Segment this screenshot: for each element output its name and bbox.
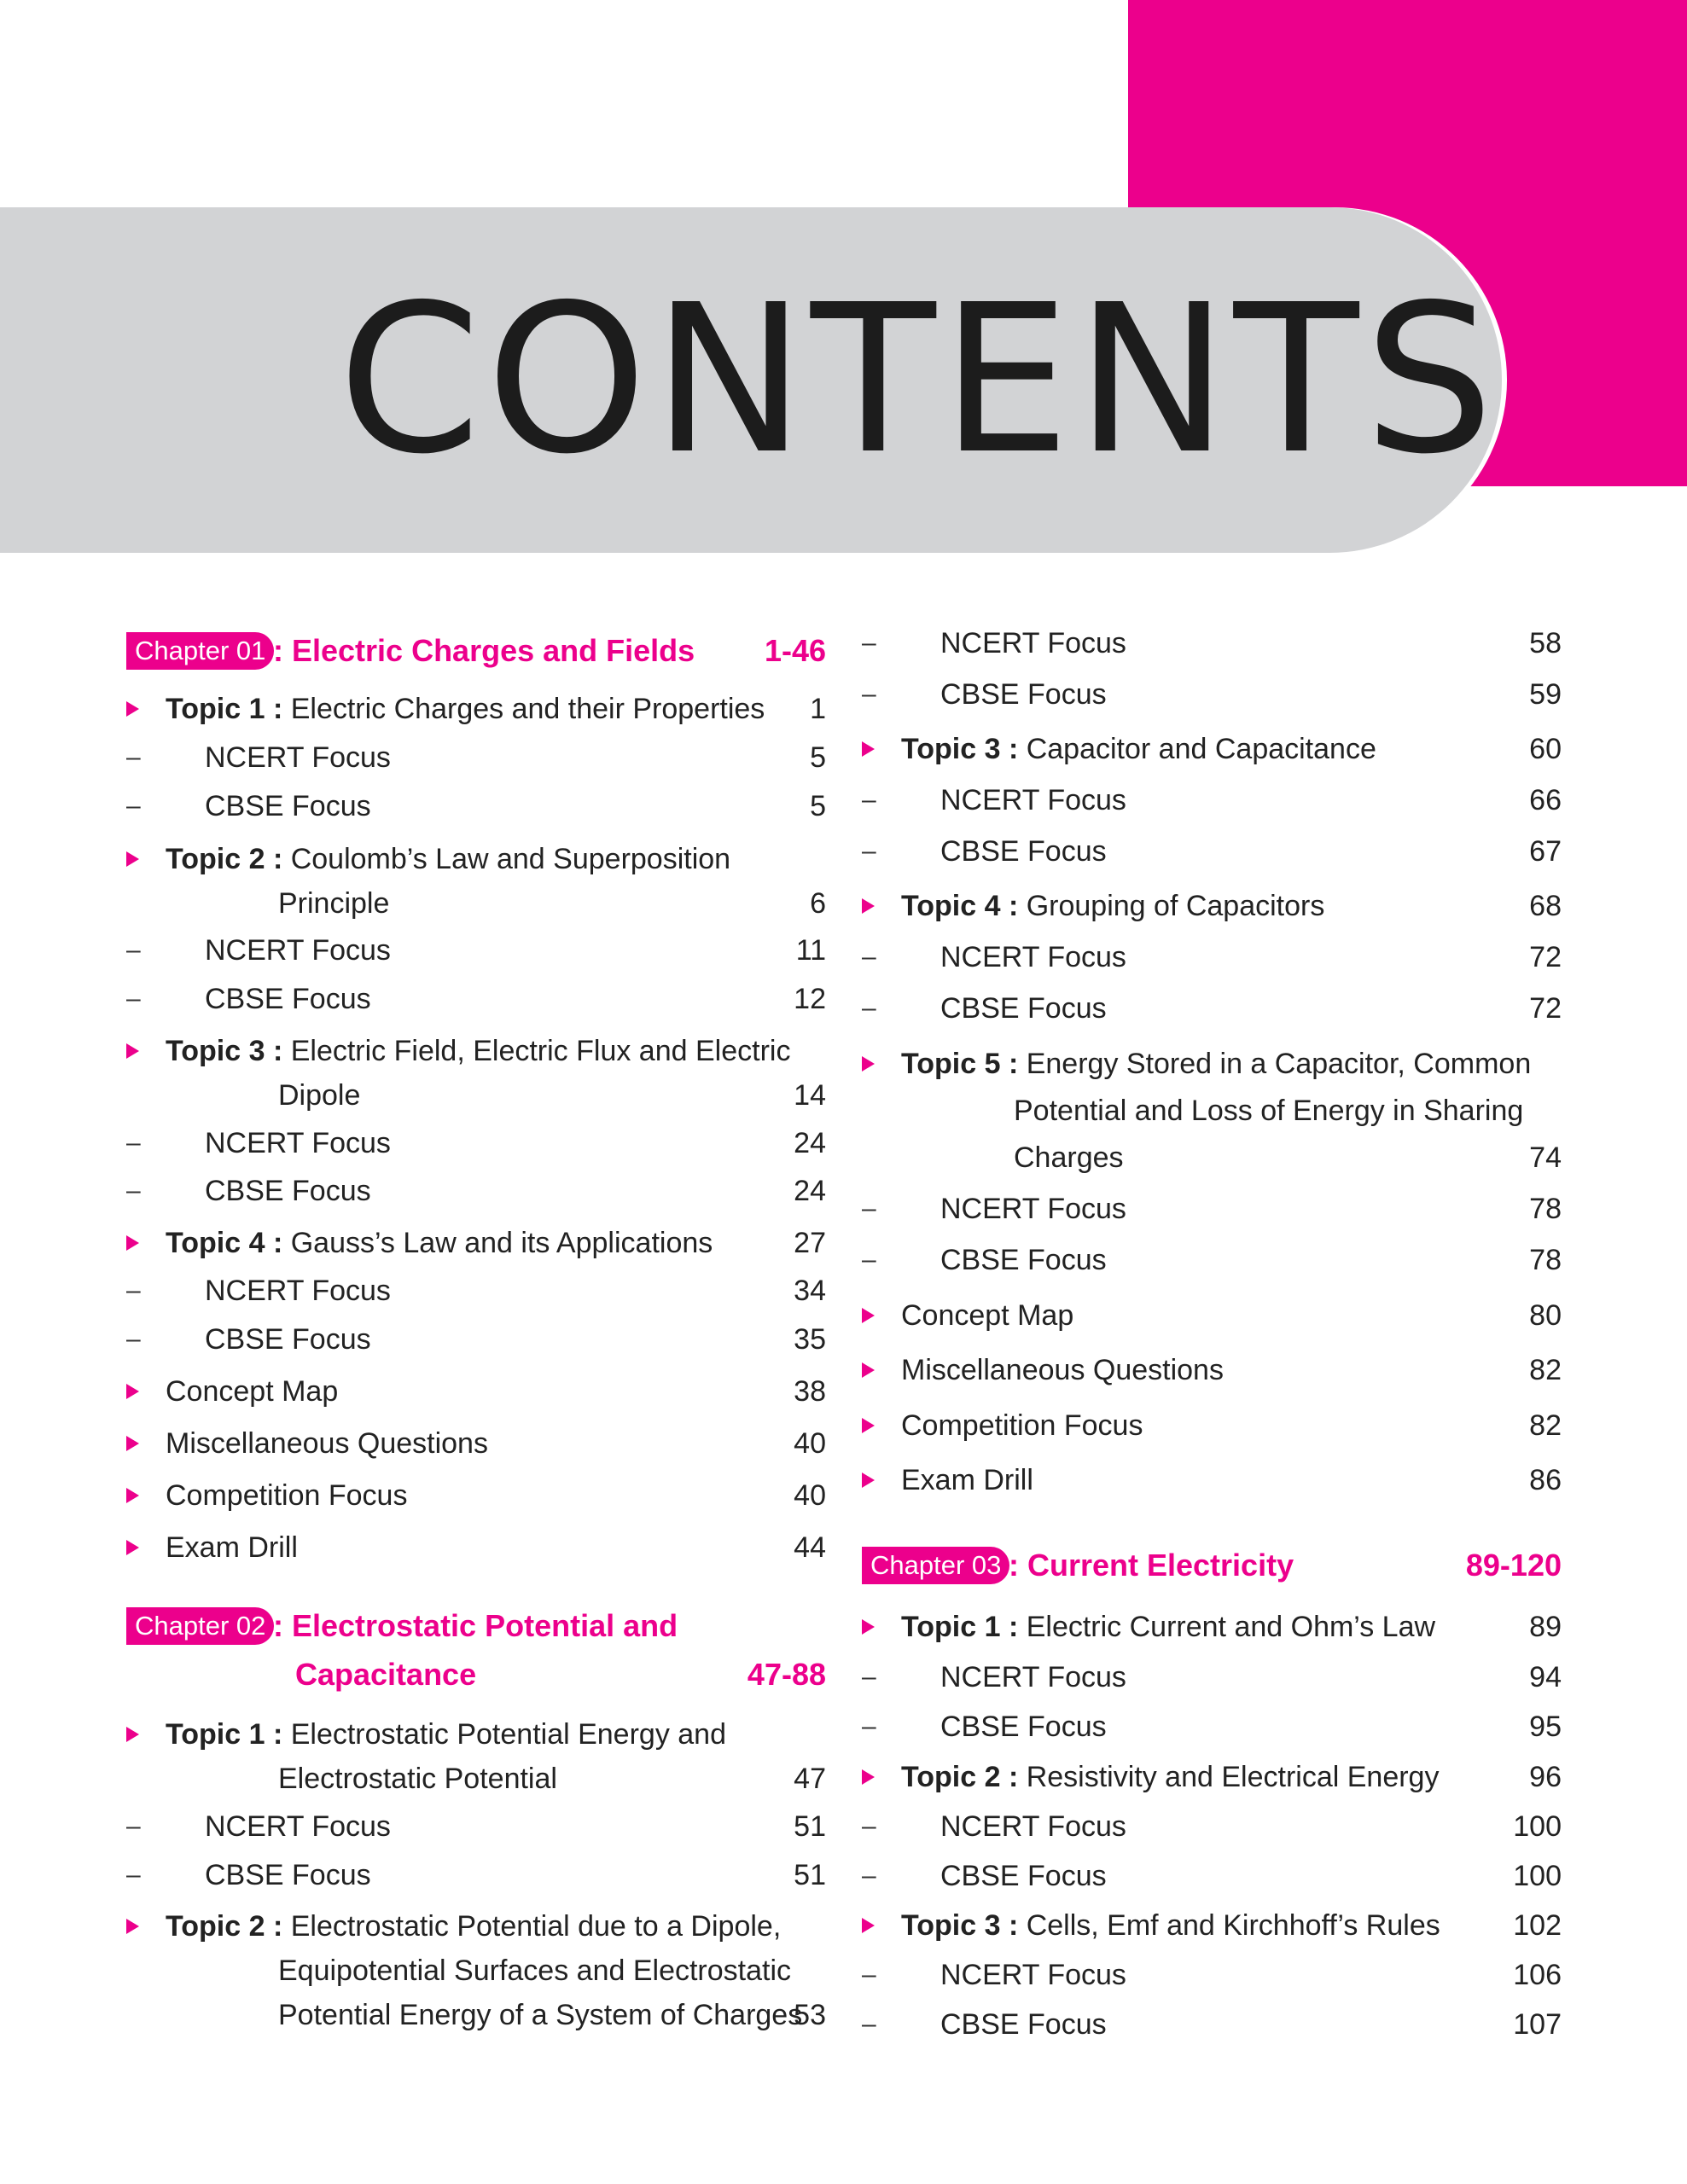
page-number: 82: [1529, 1354, 1562, 1386]
subitem-title: NCERT Focus: [205, 1810, 391, 1843]
chapter-title: : Electric Charges and Fields: [273, 633, 695, 668]
triangle-bullet-icon: [126, 1727, 139, 1742]
subitem-title: CBSE Focus: [940, 2008, 1107, 2041]
dash-bullet-icon: –: [862, 2010, 876, 2038]
subitem-title: NCERT Focus: [205, 1275, 391, 1307]
page-number: 100: [1513, 1810, 1562, 1843]
page-number: 89: [1529, 1611, 1562, 1643]
topic-title-continued: Potential and Loss of Energy in Sharing: [1014, 1095, 1524, 1127]
topic-title-continued: Equipotential Surfaces and Electrostatic: [278, 1955, 792, 1987]
subitem-title: NCERT Focus: [205, 1127, 391, 1159]
page-number: 12: [794, 983, 826, 1015]
topic-title-continued: Principle: [278, 887, 390, 920]
triangle-bullet-icon: [126, 1384, 139, 1399]
dash-bullet-icon: –: [862, 1246, 876, 1274]
page-number: 1: [810, 693, 826, 725]
topic-label: Topic 3 :: [901, 1909, 1019, 1942]
subitem-title: CBSE Focus: [205, 790, 371, 822]
dash-bullet-icon: –: [126, 1812, 141, 1840]
dash-bullet-icon: –: [126, 743, 141, 771]
item-title: Miscellaneous Questions: [901, 1354, 1224, 1386]
dash-bullet-icon: –: [126, 1325, 141, 1353]
page-number: 102: [1513, 1909, 1562, 1942]
subitem-title: NCERT Focus: [940, 941, 1126, 973]
page-number: 68: [1529, 890, 1562, 922]
chapter-title-continued: Capacitance: [295, 1657, 477, 1692]
page-number: 51: [794, 1859, 826, 1891]
triangle-bullet-icon: [126, 1043, 139, 1059]
triangle-bullet-icon: [126, 1436, 139, 1451]
subitem-title: CBSE Focus: [205, 983, 371, 1015]
dash-bullet-icon: –: [862, 943, 876, 971]
dash-bullet-icon: –: [862, 994, 876, 1022]
triangle-bullet-icon: [862, 1362, 875, 1378]
page-number: 47: [794, 1763, 826, 1795]
subitem-title: NCERT Focus: [205, 741, 391, 774]
subitem-title: NCERT Focus: [205, 934, 391, 967]
item-title: Exam Drill: [166, 1531, 298, 1564]
page-number: 5: [810, 790, 826, 822]
page-number: 67: [1529, 835, 1562, 868]
triangle-bullet-icon: [862, 1308, 875, 1323]
topic-title: Capacitor and Capacitance: [1026, 733, 1376, 765]
page-number: 58: [1529, 627, 1562, 659]
page-number: 106: [1513, 1959, 1562, 1991]
page-number: 78: [1529, 1244, 1562, 1276]
item-title: Miscellaneous Questions: [166, 1427, 488, 1460]
dash-bullet-icon: –: [126, 1129, 141, 1157]
topic-label: Topic 4 :: [901, 890, 1019, 922]
chapter-badge: Chapter 03: [862, 1547, 1009, 1584]
chapter-title: : Current Electricity: [1009, 1548, 1294, 1583]
topic-title: Electrostatic Potential due to a Dipole,: [290, 1910, 782, 1943]
subitem-title: NCERT Focus: [940, 784, 1126, 816]
topic-title: Electric Charges and their Properties: [290, 693, 765, 725]
topic-title: Electrostatic Potential Energy and: [290, 1718, 727, 1751]
triangle-bullet-icon: [862, 1918, 875, 1933]
topic-label: Topic 2 :: [166, 1910, 283, 1943]
page-number: 6: [810, 887, 826, 920]
dash-bullet-icon: –: [126, 1276, 141, 1304]
page-number: 53: [794, 1999, 826, 2031]
subitem-title: CBSE Focus: [940, 1860, 1107, 1892]
dash-bullet-icon: –: [862, 786, 876, 814]
page-number: 40: [794, 1479, 826, 1512]
page-number: 86: [1529, 1464, 1562, 1496]
topic-label: Topic 1 :: [166, 1718, 283, 1751]
page-number: 94: [1529, 1661, 1562, 1693]
topic-title-continued: Potential Energy of a System of Charges: [278, 1999, 803, 2031]
page-number: 78: [1529, 1193, 1562, 1225]
page-number: 24: [794, 1127, 826, 1159]
dash-bullet-icon: –: [126, 1861, 141, 1889]
topic-label: Topic 5 :: [901, 1048, 1019, 1080]
topic-label: Topic 3 :: [166, 1035, 283, 1067]
dash-bullet-icon: –: [126, 936, 141, 964]
subitem-title: NCERT Focus: [940, 1810, 1126, 1843]
dash-bullet-icon: –: [126, 1176, 141, 1205]
topic-title: Cells, Emf and Kirchhoff’s Rules: [1026, 1909, 1440, 1942]
triangle-bullet-icon: [862, 1056, 875, 1072]
page-number: 35: [794, 1323, 826, 1356]
item-title: Concept Map: [166, 1375, 339, 1408]
subitem-title: NCERT Focus: [940, 1193, 1126, 1225]
page-number: 74: [1529, 1141, 1562, 1174]
topic-label: Topic 1 :: [166, 693, 283, 725]
topic-label: Topic 1 :: [901, 1611, 1019, 1643]
topic-title-continued: Charges: [1014, 1141, 1124, 1174]
topic-title: Energy Stored in a Capacitor, Common: [1026, 1048, 1532, 1080]
triangle-bullet-icon: [126, 701, 139, 717]
dash-bullet-icon: –: [862, 1712, 876, 1740]
page-number: 5: [810, 741, 826, 774]
topic-label: Topic 2 :: [901, 1761, 1019, 1793]
triangle-bullet-icon: [862, 898, 875, 914]
subitem-title: CBSE Focus: [940, 1244, 1107, 1276]
chapter-badge: Chapter 01: [126, 632, 274, 670]
topic-title: Resistivity and Electrical Energy: [1026, 1761, 1440, 1793]
chapter-title: : Electrostatic Potential and: [273, 1608, 678, 1643]
triangle-bullet-icon: [126, 1919, 139, 1934]
dash-bullet-icon: –: [862, 629, 876, 657]
triangle-bullet-icon: [862, 1769, 875, 1785]
item-title: Exam Drill: [901, 1464, 1033, 1496]
subitem-title: CBSE Focus: [940, 678, 1107, 711]
subitem-title: CBSE Focus: [205, 1859, 371, 1891]
topic-title: Electric Field, Electric Flux and Electric: [290, 1035, 791, 1067]
subitem-title: CBSE Focus: [940, 992, 1107, 1025]
page-number: 95: [1529, 1711, 1562, 1743]
triangle-bullet-icon: [126, 851, 139, 867]
dash-bullet-icon: –: [862, 1663, 876, 1691]
subitem-title: CBSE Focus: [940, 1711, 1107, 1743]
dash-bullet-icon: –: [862, 837, 876, 865]
page-number: 51: [794, 1810, 826, 1843]
page-number: 27: [794, 1227, 826, 1259]
chapter-badge: Chapter 02: [126, 1607, 274, 1645]
page-number: 59: [1529, 678, 1562, 711]
page-number: 96: [1529, 1761, 1562, 1793]
page-title: CONTENTS: [338, 260, 1499, 499]
page-number: 24: [794, 1175, 826, 1207]
dash-bullet-icon: –: [862, 1194, 876, 1223]
chapter-pages: 47-88: [747, 1657, 826, 1692]
item-title: Concept Map: [901, 1299, 1074, 1332]
topic-title: Gauss’s Law and its Applications: [290, 1227, 713, 1259]
triangle-bullet-icon: [126, 1540, 139, 1555]
topic-label: Topic 2 :: [166, 843, 283, 875]
dash-bullet-icon: –: [126, 792, 141, 820]
page-number: 60: [1529, 733, 1562, 765]
page-number: 14: [794, 1079, 826, 1112]
chapter-pages: 1-46: [764, 633, 826, 668]
topic-title-continued: Electrostatic Potential: [278, 1763, 557, 1795]
dash-bullet-icon: –: [126, 985, 141, 1013]
page-number: 72: [1529, 941, 1562, 973]
page-number: 40: [794, 1427, 826, 1460]
topic-title: Electric Current and Ohm’s Law: [1026, 1611, 1436, 1643]
topic-label: Topic 4 :: [166, 1227, 283, 1259]
dash-bullet-icon: –: [862, 1812, 876, 1840]
subitem-title: NCERT Focus: [940, 1661, 1126, 1693]
item-title: Competition Focus: [166, 1479, 408, 1512]
triangle-bullet-icon: [126, 1235, 139, 1251]
subitem-title: NCERT Focus: [940, 627, 1126, 659]
topic-title: Grouping of Capacitors: [1026, 890, 1325, 922]
triangle-bullet-icon: [862, 1619, 875, 1635]
subitem-title: CBSE Focus: [205, 1175, 371, 1207]
dash-bullet-icon: –: [862, 680, 876, 708]
page-number: 80: [1529, 1299, 1562, 1332]
page-number: 44: [794, 1531, 826, 1564]
subitem-title: CBSE Focus: [940, 835, 1107, 868]
page-number: 38: [794, 1375, 826, 1408]
page-number: 34: [794, 1275, 826, 1307]
topic-label: Topic 3 :: [901, 733, 1019, 765]
page-number: 100: [1513, 1860, 1562, 1892]
triangle-bullet-icon: [862, 1418, 875, 1433]
page-number: 82: [1529, 1409, 1562, 1442]
triangle-bullet-icon: [862, 1472, 875, 1488]
dash-bullet-icon: –: [862, 1960, 876, 1989]
triangle-bullet-icon: [126, 1488, 139, 1503]
chapter-pages: 89-120: [1465, 1548, 1562, 1583]
dash-bullet-icon: –: [862, 1862, 876, 1890]
subitem-title: NCERT Focus: [940, 1959, 1126, 1991]
subitem-title: CBSE Focus: [205, 1323, 371, 1356]
triangle-bullet-icon: [862, 741, 875, 757]
topic-title: Coulomb’s Law and Superposition: [290, 843, 731, 875]
page-number: 107: [1513, 2008, 1562, 2041]
page-number: 11: [795, 934, 826, 967]
item-title: Competition Focus: [901, 1409, 1143, 1442]
topic-title-continued: Dipole: [278, 1079, 361, 1112]
page-number: 72: [1529, 992, 1562, 1025]
page-number: 66: [1529, 784, 1562, 816]
